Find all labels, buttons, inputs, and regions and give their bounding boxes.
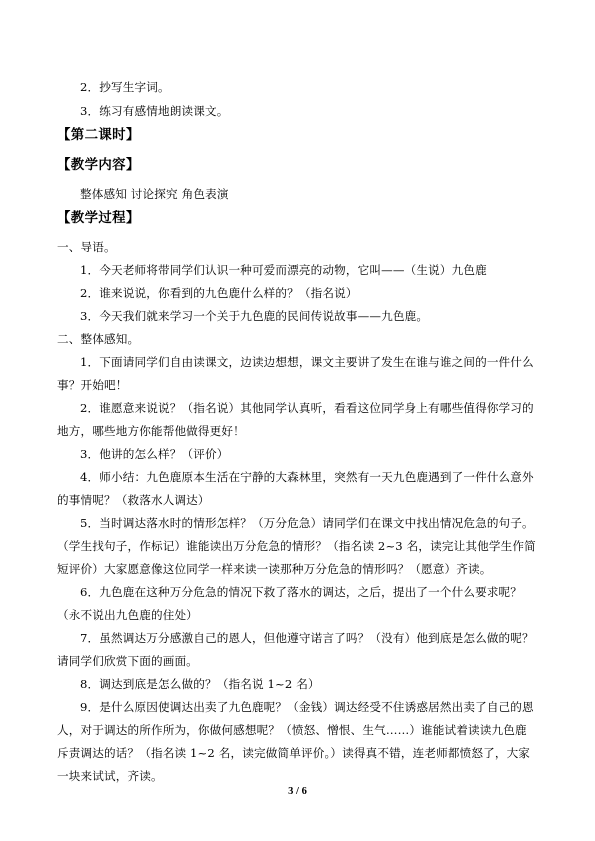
line-23: 8．调达到底是怎么做的？（指名说 1~2 名） — [80, 677, 320, 691]
line-18: 短评价）大家愿意像这位同学一样来读一读那种万分危急的情形吗？（愿意）齐读。 — [57, 562, 492, 576]
line-4: 一、导语。 — [57, 240, 116, 254]
line-9: 1．下面请同学们自由读课文，边读边想想，课文主要讲了发生在谁与谁之间的一件什么 — [80, 355, 534, 369]
line-1: 2．抄写生字词。 — [80, 80, 170, 94]
line-15: 的事情呢？（救落水人调达） — [57, 493, 210, 507]
line-16: 5．当时调达落水时的情形怎样？（万分危急）请同学们在课文中找出情况危急的句子。 — [80, 516, 534, 530]
heading-second-lesson: 【第二课时】 — [57, 127, 140, 143]
line-8: 二、整体感知。 — [57, 332, 140, 346]
line-5: 1．今天老师将带同学们认识一种可爱而漂亮的动物，它叫——（生说）九色鹿 — [80, 263, 487, 277]
line-10: 事？开始吧！ — [57, 378, 128, 392]
line-22: 请同学们欣赏下面的画面。 — [57, 654, 198, 668]
line-11: 2．谁愿意来说说？（指名说）其他同学认真听，看看这位同学身上有哪些值得你学习的 — [80, 401, 534, 415]
line-2: 3．练习有感情地朗读课文。 — [80, 104, 229, 118]
line-6: 2．谁来说说，你看到的九色鹿什么样的？（指名说） — [80, 286, 358, 300]
line-7: 3．今天我们就来学习一个关于九色鹿的民间传说故事——九色鹿。 — [80, 309, 429, 323]
heading-teaching-content: 【教学内容】 — [57, 157, 140, 173]
line-25: 人，对于调达的所作所为，你做何感想呢？（愤怒、憎恨、生气……）谁能试着读读九色鹿 — [57, 723, 527, 737]
page-number: 3 / 6 — [288, 786, 307, 797]
line-19: 6．九色鹿在这种万分危急的情况下救了落水的调达，之后，提出了一个什么要求呢？ — [80, 585, 523, 599]
line-21: 7．虽然调达万分感激自己的恩人，但他遵守诺言了吗？（没有）他到底是怎么做的呢？ — [80, 631, 534, 645]
line-24: 9．是什么原因使调达出卖了九色鹿呢？（金钱）调达经受不住诱惑居然出卖了自己的恩 — [80, 700, 534, 714]
line-17: （学生找句子，作标记）谁能读出万分危急的情形？（指名读 2~3 名，读完让其他学生作简 — [57, 539, 536, 553]
line-12: 地方，哪些地方你能帮他做得更好！ — [57, 424, 245, 438]
line-27: 一块来试试，齐读。 — [57, 769, 163, 783]
line-26: 斥责调达的话？（指名读 1~2 名，读完做简单评价。）读得真不错，连老师都愤怒了，大家 — [57, 746, 531, 760]
line-13: 3．他讲的怎么样？（评价） — [80, 447, 229, 461]
line-20: （永不说出九色鹿的住处） — [57, 608, 198, 622]
heading-teaching-process: 【教学过程】 — [57, 210, 140, 226]
line-3: 整体感知 讨论探究 角色表演 — [80, 187, 229, 201]
line-14: 4．师小结：九色鹿原本生活在宁静的大森林里，突然有一天九色鹿遇到了一件什么意外 — [80, 470, 534, 484]
